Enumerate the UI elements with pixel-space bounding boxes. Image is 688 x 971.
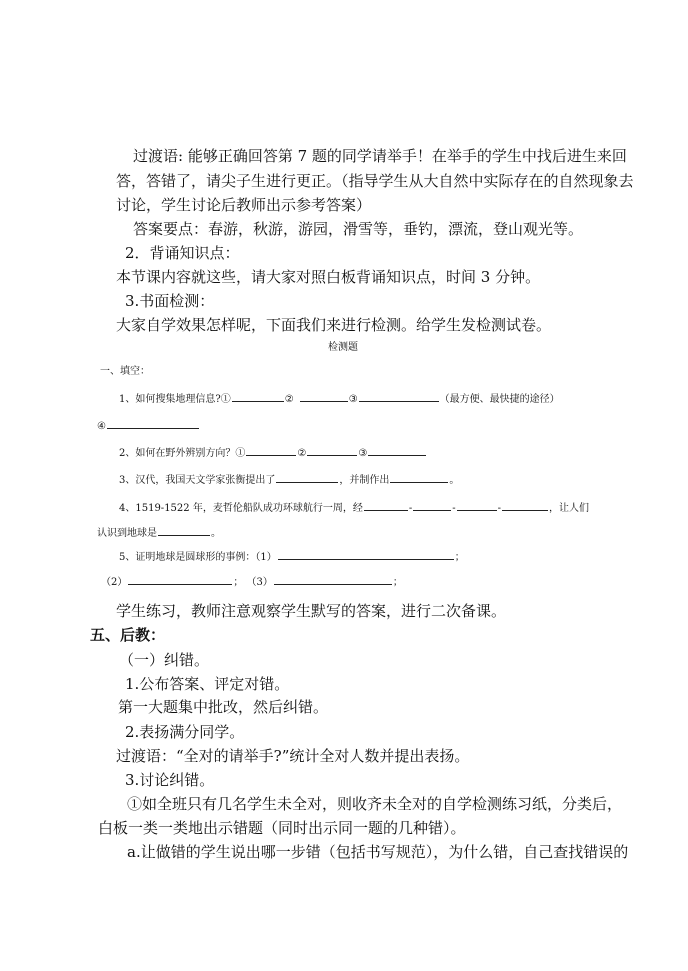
paragraph-transition-line1: 过渡语: 能够正确回答第 7 题的同学请举手！在举手的学生中找后进生来回: [133, 147, 627, 165]
q2-marker-2: ②: [297, 448, 307, 459]
answer-blank[interactable]: [107, 417, 199, 429]
q5-semicolon: ；: [454, 552, 465, 563]
q5-marker-2: （2）: [101, 577, 128, 588]
step-discuss: 3.讨论纠错。: [125, 771, 215, 789]
step-praise: 2.表扬满分同学。: [125, 723, 245, 741]
answer-blank[interactable]: [307, 444, 357, 456]
answer-blank[interactable]: [364, 499, 408, 511]
step-publish-answers: 1.公布答案、评定对错。: [125, 675, 290, 693]
answer-blank[interactable]: [502, 499, 548, 511]
answer-blank[interactable]: [232, 390, 284, 402]
test-instructions: 大家自学效果怎样呢，下面我们来进行检测。给学生发检测试卷。: [116, 316, 552, 334]
answer-blank[interactable]: [276, 471, 338, 483]
heading-after-teaching: 五、后教：: [90, 626, 166, 644]
q2-text: 2、如何在野外辨别方向？①: [119, 448, 246, 459]
q1-marker-4: ④: [97, 421, 106, 432]
q4-dash: -: [452, 503, 456, 514]
answer-blank[interactable]: [390, 471, 448, 483]
q1-marker-3: ③: [348, 394, 358, 405]
paragraph-transition-line3: 讨论，学生讨论后教师出示参考答案）: [116, 196, 372, 214]
recite-instructions: 本节课内容就这些，请大家对照白板背诵知识点，时间 3 分钟。: [116, 268, 541, 286]
answer-blank[interactable]: [158, 524, 210, 536]
answer-blank[interactable]: [368, 444, 426, 456]
answer-blank[interactable]: [457, 499, 497, 511]
discuss-detail-line3: a.让做错的学生说出哪一步错（包括书写规范），为什么错，自己查找错误的: [127, 843, 629, 861]
answer-blank[interactable]: [246, 444, 296, 456]
discuss-detail-line2: 白板一类一类地出示错题（同时出示同一题的几种错）。: [98, 819, 466, 837]
praise-transition: 过渡语：“全对的请举手?”统计全对人数并提出表扬。: [116, 747, 470, 765]
q3-text-2: ，并制作出: [339, 475, 390, 486]
quiz-question-1: [119, 390, 560, 407]
q4-dash: -: [497, 503, 501, 514]
quiz-question-1-cont: [97, 417, 200, 434]
answer-blank[interactable]: [413, 499, 451, 511]
paragraph-transition-line2: 答，答错了，请尖子生进行更正。（指导学生从大自然中实际存在的自然现象去: [116, 172, 634, 190]
q1-text: 1、如何搜集地理信息?①: [119, 394, 231, 405]
q5-text: 5、证明地球是圆球形的事例：（1）: [119, 552, 277, 563]
answer-points: 答案要点：春游，秋游，游园，滑雪等，垂钓，漂流，登山观光等。: [133, 220, 584, 238]
practice-note: 学生练习，教师注意观察学生默写的答案，进行二次备课。: [116, 602, 507, 620]
q4-dash: -: [408, 503, 413, 514]
step-batch-grading: 第一大题集中批改，然后纠错。: [118, 698, 329, 716]
heading-written-test: 3.书面检测：: [125, 292, 215, 310]
q3-text: 3、汉代，我国天文学家张衡提出了: [119, 475, 276, 486]
quiz-title: 检测题: [328, 342, 358, 353]
heading-recite: 2．背诵知识点：: [125, 244, 240, 262]
q5-marker-3: ； （3）: [233, 577, 273, 588]
answer-blank[interactable]: [128, 573, 232, 585]
q5-semicolon: ；: [392, 577, 403, 588]
quiz-question-4: [119, 499, 589, 516]
discuss-detail-line1: ①如全班只有几名学生未全对，则收齐未全对的自学检测练习纸，分类后，: [127, 795, 623, 813]
quiz-question-3: [119, 471, 459, 488]
answer-blank[interactable]: [274, 573, 392, 585]
q4-end: 。: [211, 528, 221, 539]
answer-blank[interactable]: [278, 548, 454, 560]
answer-blank[interactable]: [300, 390, 348, 402]
q2-marker-3: ③: [358, 448, 368, 459]
quiz-question-5-cont: [101, 573, 403, 590]
quiz-question-5: [119, 548, 465, 565]
quiz-question-4-cont: [97, 524, 221, 541]
q3-end: 。: [449, 475, 460, 486]
answer-blank[interactable]: [359, 390, 439, 402]
subheading-correction: （一）纠错。: [119, 651, 210, 669]
q1-marker-2: ②: [284, 394, 294, 405]
quiz-section-fill-blank: 一、填空：: [100, 366, 150, 377]
q4-text-3: 认识到地球是: [97, 528, 157, 539]
q1-hint: （最方便、最快捷的途径）: [439, 394, 560, 405]
quiz-question-2: [119, 444, 427, 461]
q4-text-2: ，让人们: [549, 503, 589, 514]
q4-text: 4、1519-1522 年，麦哲伦船队成功环球航行一周，经: [119, 503, 363, 514]
